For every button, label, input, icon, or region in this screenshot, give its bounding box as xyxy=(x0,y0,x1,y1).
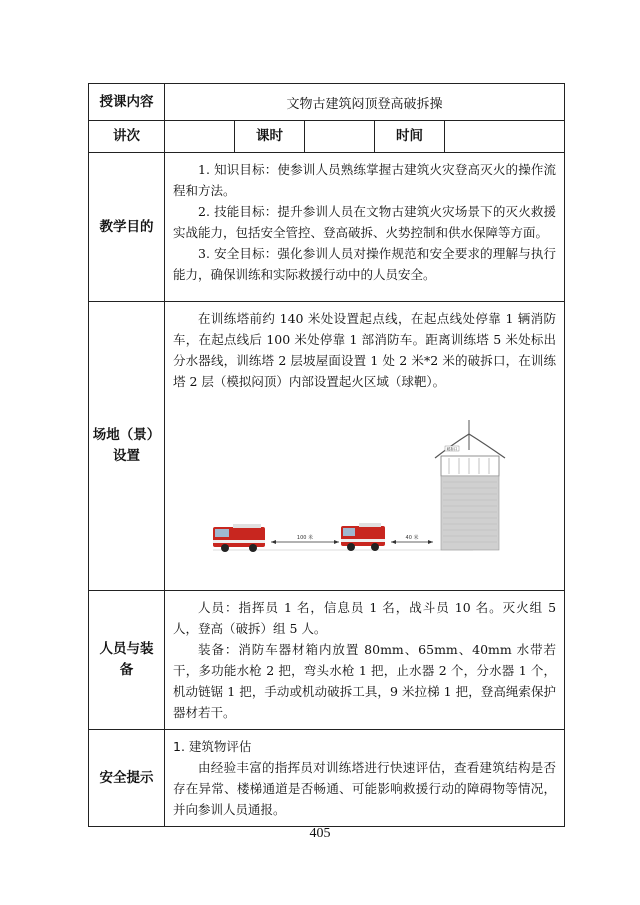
people-equipment-label xyxy=(89,591,165,730)
lecture-value xyxy=(165,121,235,153)
goal-keyword: 安全目标 xyxy=(214,246,265,261)
goal-item-skill: 2. 技能目标：提升参训人员在文物古建筑火灾场景下的灭火救援实战能力，包括安全管控、登高破拆、火势控制和供水保障等方面。 xyxy=(173,204,557,240)
teaching-goal-label: 教学目的 xyxy=(89,153,165,302)
goal-item-knowledge: 1. 知识目标：使参训人员熟练掌握古建筑火灾登高灭火的操作流程和方法。 xyxy=(173,162,557,198)
site-setup-text: 在训练塔前约 140 米处设置起点线，在起点线处停靠 1 辆消防车，在起点线后 100 米处停靠 1 部消防车。距离训练塔 5 米处标出分水器线，训练塔 2 层坡屋面设置 1 处 2 米*2 米的破拆口，在训练塔 2 层（模拟闷顶）内部设置起火区域（球靶）。 xyxy=(173,311,557,389)
goal-keyword: 知识目标 xyxy=(214,162,265,177)
people-equipment-label-line1: 人员与装 xyxy=(99,641,154,657)
row-session xyxy=(89,121,565,153)
hours-value xyxy=(305,121,375,153)
row-course-content xyxy=(89,84,565,121)
site-setup-label-line1: 场地（景） xyxy=(92,427,161,443)
goal-keyword: 技能目标 xyxy=(214,204,265,219)
safety-text: 由经验丰富的指挥员对训练塔进行快速评估，查看建筑结构是否存在异常、楼梯通道是否畅通、可能影响救援行动的障碍物等情况，并向参训人员通报。 xyxy=(173,760,557,817)
personnel-text: 人员：指挥员 1 名，信息员 1 名，战斗员 10 名。灭火组 5 人，登高（破拆）组 5 人。 xyxy=(173,600,557,636)
row-teaching-goal xyxy=(89,153,565,302)
lecture-label: 讲次 xyxy=(89,121,165,153)
site-setup-content xyxy=(165,302,565,591)
row-people-equipment xyxy=(89,591,565,730)
safety-tips-label: 安全提示 xyxy=(89,730,165,827)
people-equipment-label-line2: 备 xyxy=(119,662,134,678)
course-content-label: 授课内容 xyxy=(89,84,165,121)
tower-breach-label: 破拆口 xyxy=(446,447,458,451)
hours-label: 课时 xyxy=(235,121,305,153)
teaching-goal-content xyxy=(165,153,565,302)
site-setup-label xyxy=(89,302,165,591)
site-setup-label-line2: 设置 xyxy=(113,448,140,464)
row-site-setup xyxy=(89,302,565,591)
safety-heading: 1. 建筑物评估 xyxy=(173,739,252,754)
time-label: 时间 xyxy=(375,121,445,153)
site-diagram-svg xyxy=(173,400,533,578)
course-content-value: 文物古建筑闷顶登高破拆操 xyxy=(165,84,565,121)
safety-tips-content xyxy=(165,730,565,827)
fire-truck-icon xyxy=(213,524,265,552)
goal-item-safety: 3. 安全目标：强化参训人员对操作规范和安全要求的理解与执行能力，确保训练和实际救援行动中的人员安全。 xyxy=(173,246,557,282)
page-number: 405 xyxy=(309,826,331,841)
people-equipment-content xyxy=(165,591,565,730)
distance-label-2: 40 米 xyxy=(405,535,419,541)
row-safety-tips xyxy=(89,730,565,827)
training-tower-icon xyxy=(435,420,505,550)
distance-label-1: 100 米 xyxy=(296,535,314,541)
equipment-text: 装备：消防车器材箱内放置 80mm、65mm、40mm 水带若干，多功能水枪 2 把，弯头水枪 1 把，止水器 2 个，分水器 1 个，机动链锯 1 把，手动或机动破拆工具，9 米拉梯 1 把，登高绳索保护器材若干。 xyxy=(173,642,557,720)
site-diagram xyxy=(173,400,533,578)
time-value xyxy=(445,121,565,153)
fire-truck-icon xyxy=(341,523,385,551)
lesson-plan-table xyxy=(88,83,565,827)
